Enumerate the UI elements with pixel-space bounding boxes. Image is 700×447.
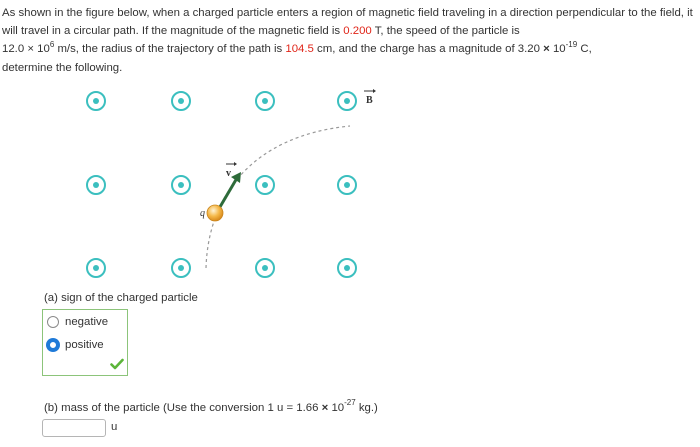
part-b-text: 10 — [328, 402, 345, 414]
field-dot-out-of-page-icon — [87, 176, 105, 194]
field-dot-out-of-page-icon — [87, 259, 105, 277]
option-positive[interactable] — [47, 339, 104, 351]
problem-text: cm, and the charge has a magnitude of 3.20 — [313, 43, 544, 56]
part-b-text: kg.) — [355, 402, 378, 414]
option-positive-label: positive — [65, 339, 104, 351]
problem-statement — [2, 4, 696, 77]
magnetic-field-figure — [60, 78, 400, 290]
radius-value: 104.5 — [285, 43, 314, 56]
field-dot-out-of-page-icon — [87, 92, 105, 110]
part-a-label: (a) sign of the charged particle — [44, 292, 198, 304]
b-vector-arrow-icon — [364, 89, 376, 93]
charge-label: q — [200, 208, 205, 219]
field-dots — [87, 92, 356, 277]
mass-exponent: -27 — [344, 398, 356, 408]
b-field-label: B — [366, 95, 373, 106]
charged-particle — [207, 205, 223, 221]
part-b-label — [44, 398, 378, 414]
field-dot-out-of-page-icon — [256, 259, 274, 277]
problem-text: 10 — [549, 43, 566, 56]
field-dot-out-of-page-icon — [256, 92, 274, 110]
problem-text: T, the speed of the particle is — [371, 25, 520, 38]
field-dot-out-of-page-icon — [338, 176, 356, 194]
option-negative-label: negative — [65, 316, 109, 328]
radio-positive[interactable] — [47, 339, 59, 351]
problem-text: As shown in the figure below, when a charged particle enters a region of magnetic field traveling in a direction perpendicular to the field, it will travel in a circular path. If the magnitude of the magnetic field is — [2, 7, 693, 38]
radio-negative[interactable] — [47, 316, 59, 328]
part-b-text: (b) mass of the particle (Use the conversion 1 u = 1.66 — [44, 402, 322, 414]
problem-text: determine the following. — [2, 61, 123, 74]
problem-text: 12.0 × 10 — [2, 43, 50, 56]
field-dot-out-of-page-icon — [256, 176, 274, 194]
times-symbol: × — [321, 402, 329, 414]
trajectory-path — [206, 126, 350, 268]
speed-exponent: 6 — [49, 39, 55, 49]
velocity-label: v — [226, 168, 231, 179]
field-dot-out-of-page-icon — [172, 259, 190, 277]
mass-unit-label: u — [111, 421, 118, 433]
option-negative[interactable] — [47, 316, 108, 328]
v-vector-arrow-icon — [226, 162, 237, 166]
field-dot-out-of-page-icon — [338, 92, 356, 110]
field-dot-out-of-page-icon — [172, 92, 190, 110]
field-dot-out-of-page-icon — [338, 259, 356, 277]
charge-exponent: -19 — [565, 39, 578, 49]
problem-text: m/s, the radius of the trajectory of the path is — [54, 43, 286, 56]
field-value: 0.200 — [343, 25, 372, 38]
part-a-answer-box — [42, 309, 128, 376]
correct-check-icon — [110, 358, 124, 370]
mass-answer-input[interactable] — [42, 419, 106, 437]
field-dot-out-of-page-icon — [172, 176, 190, 194]
times-symbol: × — [543, 43, 550, 56]
problem-text: C, — [577, 43, 592, 56]
figure-canvas — [60, 78, 400, 290]
